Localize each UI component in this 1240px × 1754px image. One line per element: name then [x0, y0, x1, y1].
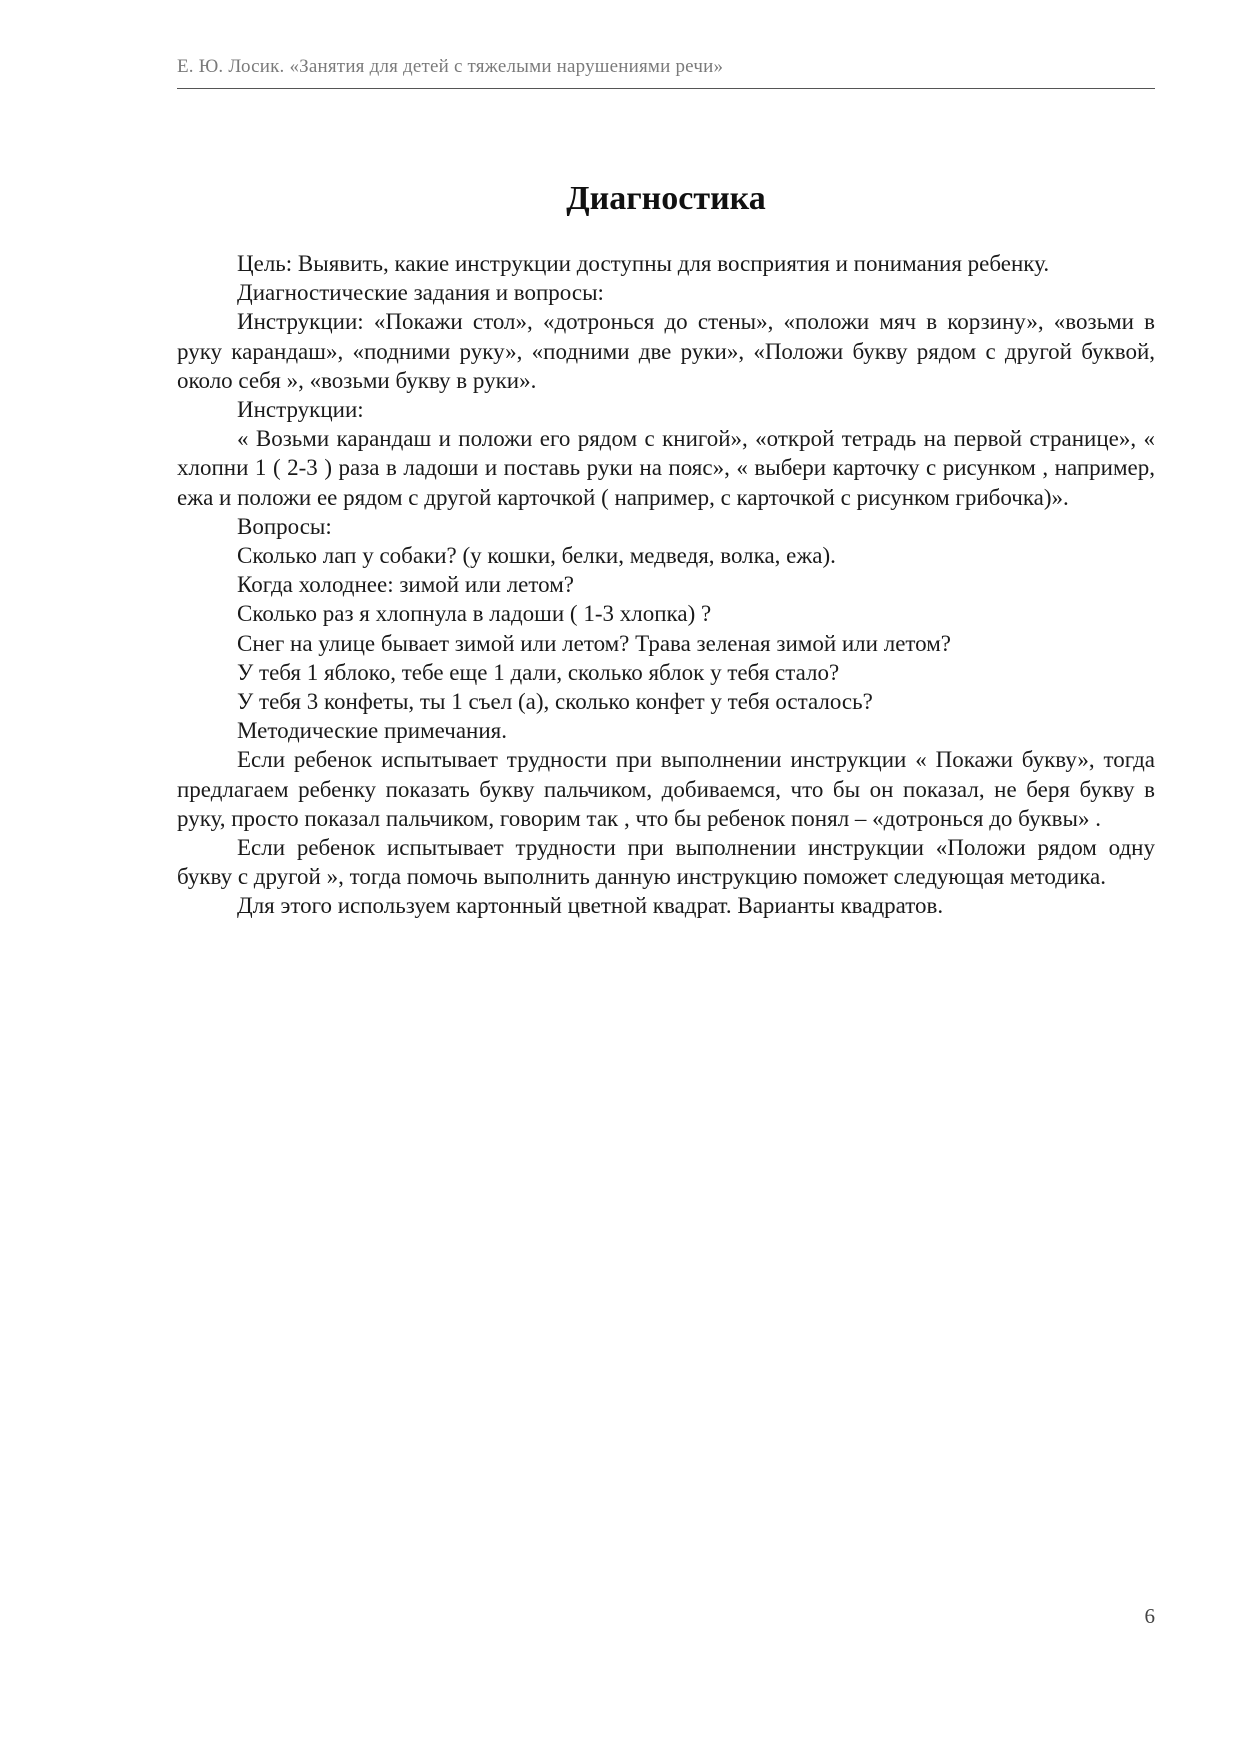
paragraph-question-4: Снег на улице бывает зимой или летом? Трава зеленая зимой или летом?: [237, 630, 951, 656]
running-head: Е. Ю. Лосик. «Занятия для детей с тяжелыми нарушениями речи»: [177, 56, 724, 77]
paragraph-note-3: Для этого используем картонный цветной квадрат. Варианты квадратов.: [237, 893, 944, 919]
paragraph-goal: Цель: Выявить, какие инструкции доступны для восприятия и понимания ребенку.: [237, 251, 1050, 276]
paragraph-instructions-2: « Возьми карандаш и положи его рядом с книгой», «открой тетрадь на первой странице», « хлопни 1 ( 2-3 ) раза в ладоши и поставь руки на пояс», « выбери карточку с рисунком , например, ежа и положи ее рядом с другой карточкой ( например, с карточкой с рисунком грибочка)».: [177, 426, 1155, 510]
paragraph-questions-heading: Вопросы:: [237, 513, 332, 539]
page-title: Диагностика: [566, 180, 766, 217]
paragraph-notes-heading: Методические примечания.: [237, 718, 507, 744]
paragraph-instructions-1: Инструкции: «Покажи стол», «дотронься до стены», «положи мяч в корзину», «возьми в руку карандаш», «подними руку», «подними две руки», «Положи букву рядом с другой буквой, около себя », «возьми букву в руки».: [177, 309, 1155, 393]
paragraph-question-5: У тебя 1 яблоко, тебе еще 1 дали, сколько яблок у тебя стало?: [237, 659, 840, 685]
paragraph-question-2: Когда холоднее: зимой или летом?: [237, 572, 574, 598]
paragraph-question-3: Сколько раз я хлопнула в ладоши ( 1-3 хлопка) ?: [237, 601, 712, 627]
paragraph-instructions-heading: Инструкции:: [237, 397, 364, 423]
paragraph-note-2: Если ребенок испытывает трудности при выполнении инструкции «Положи рядом одну букву с другой », тогда помочь выполнить данную инструкцию поможет следующая методика.: [177, 835, 1155, 890]
paragraph-note-1: Если ребенок испытывает трудности при выполнении инструкции « Покажи букву», тогда предлагаем ребенку показать букву пальчиком, добиваемся, что бы он показал, не беря букву в руку, просто показал пальчиком, говорим так , что бы ребенок понял – «дотронься до буквы» .: [177, 747, 1155, 831]
page-number: 6: [1144, 1604, 1155, 1628]
header-divider: [177, 88, 1155, 89]
paragraph-question-1: Сколько лап у собаки? (у кошки, белки, медведя, волка, ежа).: [237, 543, 836, 569]
paragraph-tasks-heading: Диагностические задания и вопросы:: [237, 280, 604, 306]
body-text: [177, 249, 1155, 921]
paragraph-question-6: У тебя 3 конфеты, ты 1 съел (а), сколько конфет у тебя осталось?: [237, 689, 873, 715]
